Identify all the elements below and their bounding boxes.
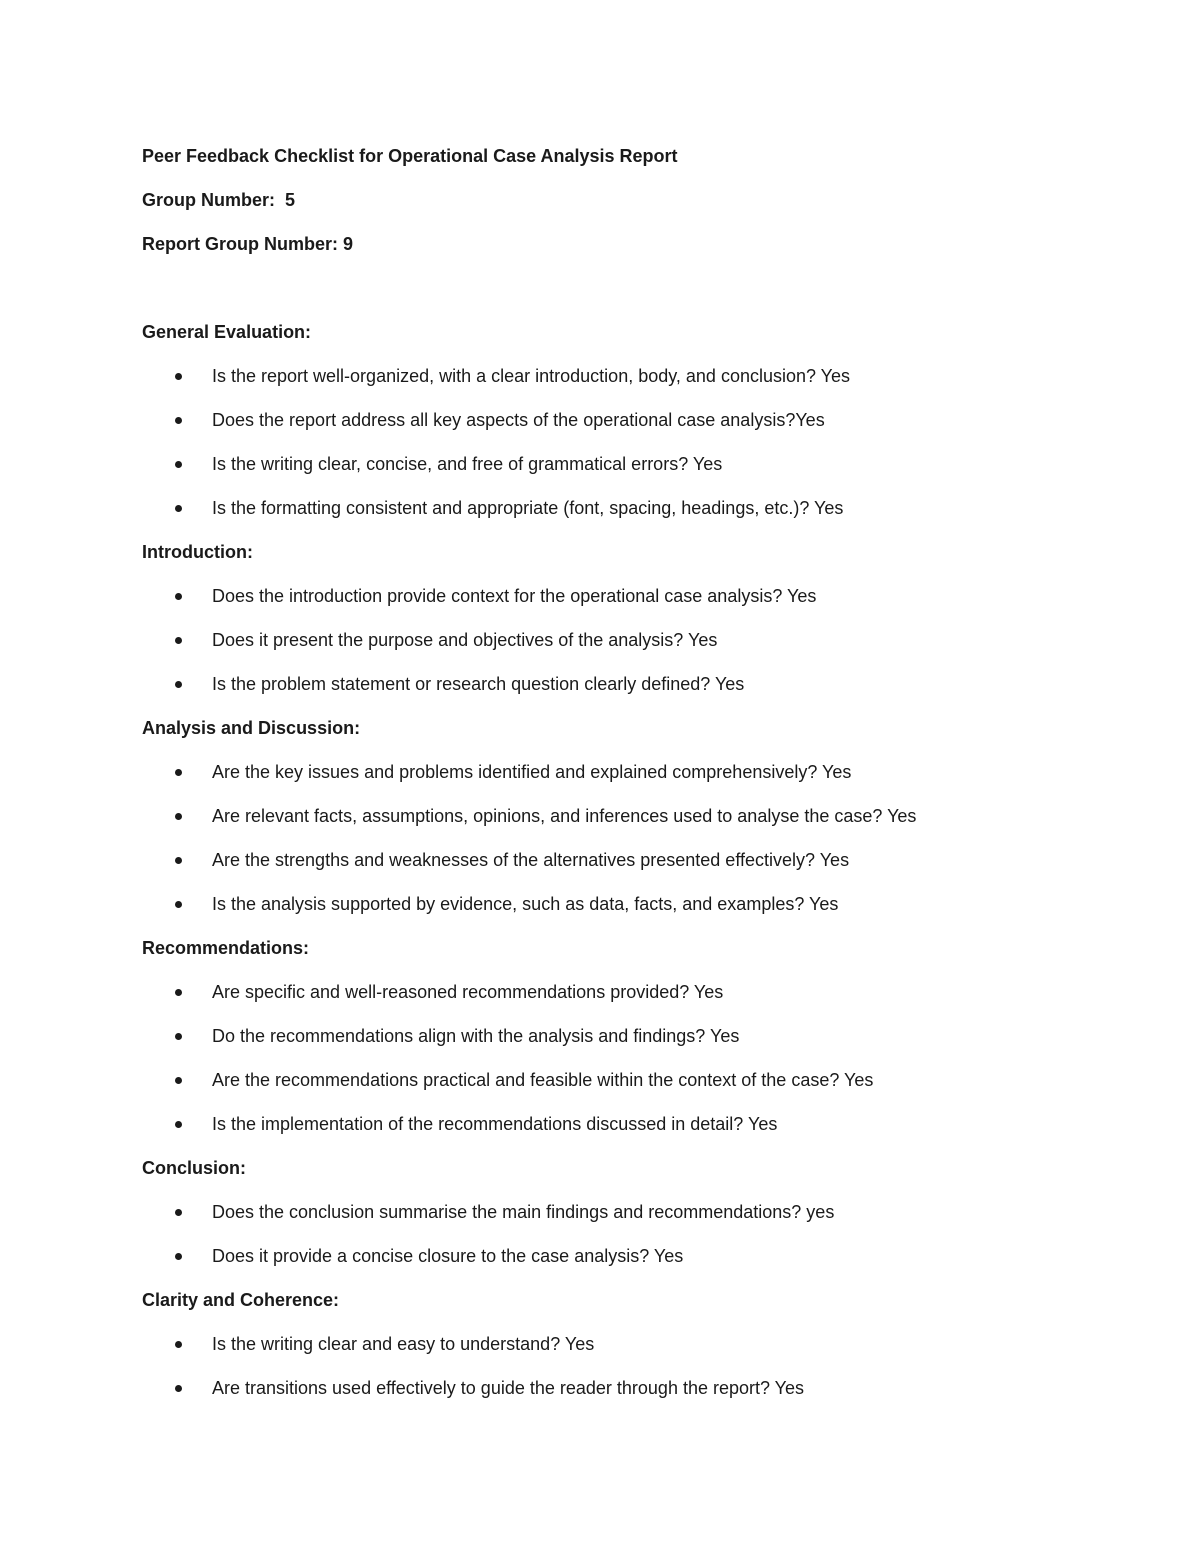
checklist-item: [142, 1331, 1102, 1357]
checklist-item-text: Does the introduction provide context for the operational case analysis? Yes: [212, 586, 817, 606]
checklist-item-text: Is the writing clear, concise, and free of grammatical errors? Yes: [212, 454, 723, 474]
bullet-icon: [175, 1341, 182, 1348]
section-heading: Clarity and Coherence:: [142, 1290, 340, 1310]
section-heading: General Evaluation:: [142, 322, 312, 342]
checklist-list: [142, 1199, 1102, 1269]
bullet-icon: [175, 769, 182, 776]
checklist-item: [142, 495, 1102, 521]
checklist-list: [142, 363, 1102, 521]
bullet-icon: [175, 1033, 182, 1040]
bullet-icon: [175, 1077, 182, 1084]
checklist-item: [142, 891, 1102, 917]
bullet-icon: [175, 461, 182, 468]
checklist-item-text: Does the report address all key aspects of the operational case analysis?Yes: [212, 410, 825, 430]
bullet-icon: [175, 417, 182, 424]
bullet-icon: [175, 857, 182, 864]
checklist-item-text: Is the report well-organized, with a clear introduction, body, and conclusion? Yes: [212, 366, 851, 386]
checklist-section: [142, 539, 1102, 697]
section-heading: Introduction:: [142, 542, 253, 562]
bullet-icon: [175, 505, 182, 512]
checklist-section: [142, 715, 1102, 917]
checklist-list: [142, 979, 1102, 1137]
bullet-icon: [175, 901, 182, 908]
report-group-number-line: Report Group Number: 9: [142, 234, 354, 254]
checklist-item-text: Are specific and well-reasoned recommendations provided? Yes: [212, 982, 724, 1002]
checklist-item-text: Is the analysis supported by evidence, such as data, facts, and examples? Yes: [212, 894, 839, 914]
section-heading: Recommendations:: [142, 938, 310, 958]
checklist-item: [142, 979, 1102, 1005]
bullet-icon: [175, 1385, 182, 1392]
checklist-item-text: Does it present the purpose and objectives of the analysis? Yes: [212, 630, 718, 650]
checklist-list: [142, 583, 1102, 697]
checklist-item-text: Is the implementation of the recommendations discussed in detail? Yes: [212, 1114, 778, 1134]
checklist-item: [142, 451, 1102, 477]
checklist-item: [142, 1243, 1102, 1269]
checklist-item-text: Is the writing clear and easy to understand? Yes: [212, 1334, 595, 1354]
checklist-item: [142, 1375, 1102, 1401]
bullet-icon: [175, 1209, 182, 1216]
checklist-item: [142, 1023, 1102, 1049]
checklist-sections: [142, 319, 1102, 1401]
bullet-icon: [175, 813, 182, 820]
checklist-list: [142, 759, 1102, 917]
bullet-icon: [175, 593, 182, 600]
checklist-item-text: Are transitions used effectively to guide the reader through the report? Yes: [212, 1378, 805, 1398]
section-heading: Analysis and Discussion:: [142, 718, 361, 738]
checklist-item-text: Are relevant facts, assumptions, opinions, and inferences used to analyse the case? Yes: [212, 806, 917, 826]
checklist-list: [142, 1331, 1102, 1401]
checklist-item: [142, 1111, 1102, 1137]
checklist-item-text: Is the formatting consistent and appropriate (font, spacing, headings, etc.)? Yes: [212, 498, 844, 518]
bullet-icon: [175, 1121, 182, 1128]
bullet-icon: [175, 637, 182, 644]
bullet-icon: [175, 373, 182, 380]
checklist-item: [142, 1067, 1102, 1093]
group-number-line: Group Number: 5: [142, 190, 296, 210]
checklist-item: [142, 847, 1102, 873]
checklist-item: [142, 1199, 1102, 1225]
checklist-section: [142, 935, 1102, 1137]
checklist-item-text: Are the recommendations practical and feasible within the context of the case? Yes: [212, 1070, 874, 1090]
checklist-item-text: Do the recommendations align with the analysis and findings? Yes: [212, 1026, 740, 1046]
checklist-item: [142, 363, 1102, 389]
checklist-item: [142, 583, 1102, 609]
checklist-item: [142, 407, 1102, 433]
checklist-item: [142, 759, 1102, 785]
checklist-item-text: Are the key issues and problems identified and explained comprehensively? Yes: [212, 762, 852, 782]
checklist-item: [142, 627, 1102, 653]
bullet-icon: [175, 989, 182, 996]
section-heading: Conclusion:: [142, 1158, 246, 1178]
checklist-item-text: Are the strengths and weaknesses of the alternatives presented effectively? Yes: [212, 850, 850, 870]
checklist-item-text: Does the conclusion summarise the main findings and recommendations? yes: [212, 1202, 835, 1222]
checklist-item-text: Is the problem statement or research question clearly defined? Yes: [212, 674, 745, 694]
checklist-section: [142, 1287, 1102, 1401]
bullet-icon: [175, 1253, 182, 1260]
document-body: [142, 143, 1102, 1401]
checklist-section: [142, 319, 1102, 521]
document-title: Peer Feedback Checklist for Operational Case Analysis Report: [142, 146, 678, 166]
checklist-section: [142, 1155, 1102, 1269]
checklist-item-text: Does it provide a concise closure to the case analysis? Yes: [212, 1246, 684, 1266]
checklist-item: [142, 803, 1102, 829]
checklist-item: [142, 671, 1102, 697]
bullet-icon: [175, 681, 182, 688]
